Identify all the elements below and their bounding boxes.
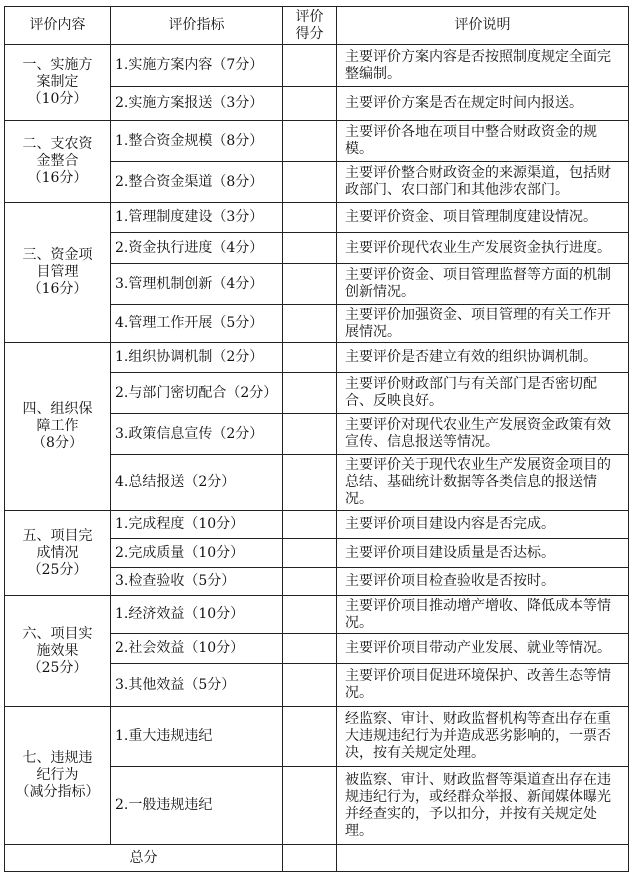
score-cell[interactable] <box>283 162 337 203</box>
indicator-cell: 1.重大违规违纪 <box>111 707 283 767</box>
indicator-cell: 2.完成质量（10分） <box>111 539 283 568</box>
description-cell: 主要评价现代农业生产发展资金执行进度。 <box>337 233 629 264</box>
indicator-cell: 1.组织协调机制（2分） <box>111 343 283 373</box>
indicator-cell: 2.整合资金渠道（8分） <box>111 162 283 203</box>
score-cell[interactable] <box>283 264 337 305</box>
score-cell[interactable] <box>283 305 337 343</box>
score-cell[interactable] <box>283 414 337 455</box>
score-cell[interactable] <box>283 373 337 414</box>
table-row <box>5 511 629 539</box>
header-category: 评价内容 <box>5 7 111 45</box>
score-cell[interactable] <box>283 707 337 767</box>
header-indicator: 评价指标 <box>111 7 283 45</box>
table-row <box>5 596 629 634</box>
score-cell[interactable] <box>283 664 337 707</box>
description-cell: 主要评价各地在项目中整合财政资金的规模。 <box>337 121 629 162</box>
score-cell[interactable] <box>283 87 337 121</box>
indicator-cell: 1.完成程度（10分） <box>111 511 283 539</box>
total-score-cell[interactable] <box>283 845 337 872</box>
score-cell[interactable] <box>283 343 337 373</box>
category-cell: 四、组织保 障工作 （8分） <box>5 343 111 511</box>
indicator-cell: 3.政策信息宣传（2分） <box>111 414 283 455</box>
table-row <box>5 45 629 87</box>
category-cell: 二、支农资 金整合 （16分） <box>5 121 111 203</box>
score-cell[interactable] <box>283 539 337 568</box>
indicator-cell: 2.一般违规违纪 <box>111 767 283 845</box>
score-cell[interactable] <box>283 568 337 596</box>
total-row <box>5 845 629 872</box>
table-row <box>5 343 629 373</box>
score-cell[interactable] <box>283 634 337 664</box>
description-cell: 主要评价整合财政资金的来源渠道，包括财政部门、农口部门和其他涉农部门。 <box>337 162 629 203</box>
indicator-cell: 4.总结报送（2分） <box>111 455 283 511</box>
description-cell: 主要评价项目带动产业发展、就业等情况。 <box>337 634 629 664</box>
category-cell: 六、项目实 施效果 （25分） <box>5 596 111 707</box>
score-cell[interactable] <box>283 596 337 634</box>
total-label: 总分 <box>5 845 283 872</box>
description-cell: 经监察、审计、财政监督机构等查出存在重大违规违纪行为并造成恶劣影响的，一票否决，按有关规定处理。 <box>337 707 629 767</box>
indicator-cell: 1.经济效益（10分） <box>111 596 283 634</box>
description-cell: 主要评价是否建立有效的组织协调机制。 <box>337 343 629 373</box>
description-cell: 主要评价项目建设内容是否完成。 <box>337 511 629 539</box>
description-cell: 主要评价项目检查验收是否按时。 <box>337 568 629 596</box>
description-cell: 主要评价项目建设质量是否达标。 <box>337 539 629 568</box>
description-cell: 主要评价方案内容是否按照制度规定全面完整编制。 <box>337 45 629 87</box>
description-cell: 主要评价资金、项目管理监督等方面的机制创新情况。 <box>337 264 629 305</box>
category-cell: 五、项目完 成情况 （25分） <box>5 511 111 596</box>
description-cell: 主要评价财政部门与有关部门是否密切配合、反映良好。 <box>337 373 629 414</box>
score-cell[interactable] <box>283 203 337 233</box>
evaluation-table <box>4 6 629 872</box>
score-cell[interactable] <box>283 511 337 539</box>
indicator-cell: 2.实施方案报送（3分） <box>111 87 283 121</box>
category-cell: 一、实施方 案制定 （10分） <box>5 45 111 121</box>
score-cell[interactable] <box>283 767 337 845</box>
description-cell: 主要评价资金、项目管理制度建设情况。 <box>337 203 629 233</box>
indicator-cell: 4.管理工作开展（5分） <box>111 305 283 343</box>
description-cell: 主要评价对现代农业生产发展资金政策有效宣传、信息报送等情况。 <box>337 414 629 455</box>
indicator-cell: 1.整合资金规模（8分） <box>111 121 283 162</box>
header-score: 评价 得分 <box>283 7 337 45</box>
indicator-cell: 2.社会效益（10分） <box>111 634 283 664</box>
indicator-cell: 1.实施方案内容（7分） <box>111 45 283 87</box>
total-description-cell <box>337 845 629 872</box>
indicator-cell: 3.管理机制创新（4分） <box>111 264 283 305</box>
description-cell: 主要评价项目推动增产增收、降低成本等情况。 <box>337 596 629 634</box>
description-cell: 主要评价项目促进环境保护、改善生态等情况。 <box>337 664 629 707</box>
indicator-cell: 1.管理制度建设（3分） <box>111 203 283 233</box>
table-row <box>5 203 629 233</box>
score-cell[interactable] <box>283 455 337 511</box>
description-cell: 主要评价关于现代农业生产发展资金项目的总结、基础统计数据等各类信息的报送情况。 <box>337 455 629 511</box>
category-cell: 三、资金项 目管理 （16分） <box>5 203 111 343</box>
indicator-cell: 2.资金执行进度（4分） <box>111 233 283 264</box>
description-cell: 主要评价加强资金、项目管理的有关工作开展情况。 <box>337 305 629 343</box>
score-cell[interactable] <box>283 121 337 162</box>
table-row <box>5 707 629 767</box>
category-cell: 七、违规违 纪行为 （减分指标） <box>5 707 111 845</box>
indicator-cell: 2.与部门密切配合（2分） <box>111 373 283 414</box>
description-cell: 被监察、审计、财政监督等渠道查出存在违规违纪行为，或经群众举报、新闻媒体曝光并经查实的，予以扣分，并按有关规定处理。 <box>337 767 629 845</box>
score-cell[interactable] <box>283 45 337 87</box>
description-cell: 主要评价方案是否在规定时间内报送。 <box>337 87 629 121</box>
score-cell[interactable] <box>283 233 337 264</box>
indicator-cell: 3.检查验收（5分） <box>111 568 283 596</box>
table-row <box>5 121 629 162</box>
indicator-cell: 3.其他效益（5分） <box>111 664 283 707</box>
header-description: 评价说明 <box>337 7 629 45</box>
